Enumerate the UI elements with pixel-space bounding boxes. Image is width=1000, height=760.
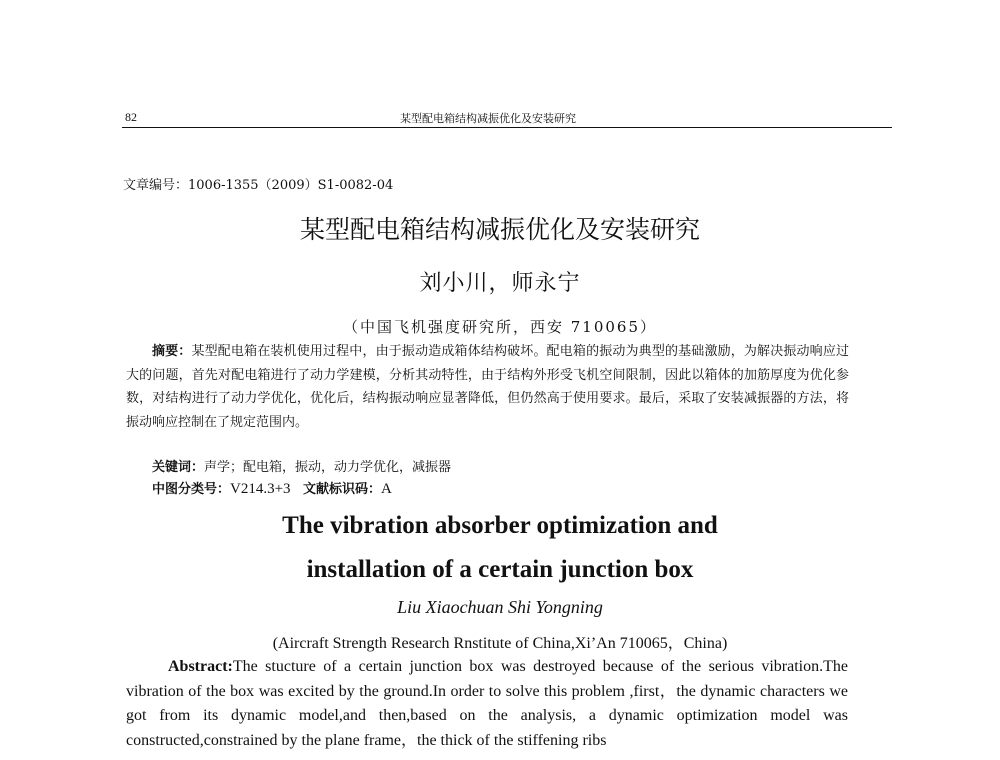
keywords-label: 关键词：	[152, 460, 205, 475]
document-code-value: A	[380, 481, 392, 497]
classification-label: 中图分类号：	[152, 482, 231, 497]
keywords-text: 声学；配电箱，振动，动力学优化，减振器	[204, 460, 452, 475]
classification-value: V214.3+3	[230, 481, 291, 497]
english-title-line2: installation of a certain junction box	[306, 556, 694, 583]
article-number: 文章编号：1006-1355（2009）S1-0082-04	[123, 178, 394, 193]
chinese-authors: 刘小川，师永宁	[419, 271, 581, 296]
chinese-classification	[152, 478, 392, 498]
chinese-keywords	[152, 456, 451, 475]
document-code-label: 文献标识码：	[302, 482, 381, 497]
chinese-title: 某型配电箱结构减振优化及安装研究	[299, 215, 700, 244]
english-abstract	[126, 655, 848, 753]
running-header: 某型配电箱结构减振优化及安装研究	[400, 112, 576, 125]
english-affiliation: (Aircraft Strength Research Rnstitute of China,Xi’An 710065，China)	[272, 635, 728, 652]
chinese-affiliation: （中国飞机强度研究所，西安 710065）	[342, 318, 658, 336]
page-number: 82	[125, 110, 137, 124]
header-rule	[122, 127, 892, 128]
chinese-abstract-label: 摘要：	[152, 344, 192, 359]
english-abstract-label: Abstract:	[168, 658, 233, 675]
chinese-abstract-text: 某型配电箱在装机使用过程中，由于振动造成箱体结构破坏。配电箱的振动为典型的基础激励，为解决振动响应过大的问题，首先对配电箱进行了动力学建模，分析其动特性，由于结构外形受飞机空间限制，因此以箱体的加筋厚度为优化参数，对结构进行了动力学优化，优化后，结构振动响应显著降低，但仍然高于使用要求。最后，采取了安装减振器的方法，将振动响应控制在了规定范围内。	[126, 344, 849, 431]
english-title-line1: The vibration absorber optimization and	[282, 512, 718, 539]
chinese-abstract	[126, 340, 849, 435]
english-authors: Liu Xiaochuan Shi Yongning	[397, 597, 603, 617]
english-abstract-text: The stucture of a certain junction box was destroyed because of the serious vibration.The vibration of the box was excited by the ground.In order to solve this problem ,first，the dynamic characters we got from its dynamic model,and then,based on the analysis, a dynamic optimization model was constructed,constrained by the plane frame，the thick of the stiffening ribs	[126, 658, 848, 749]
